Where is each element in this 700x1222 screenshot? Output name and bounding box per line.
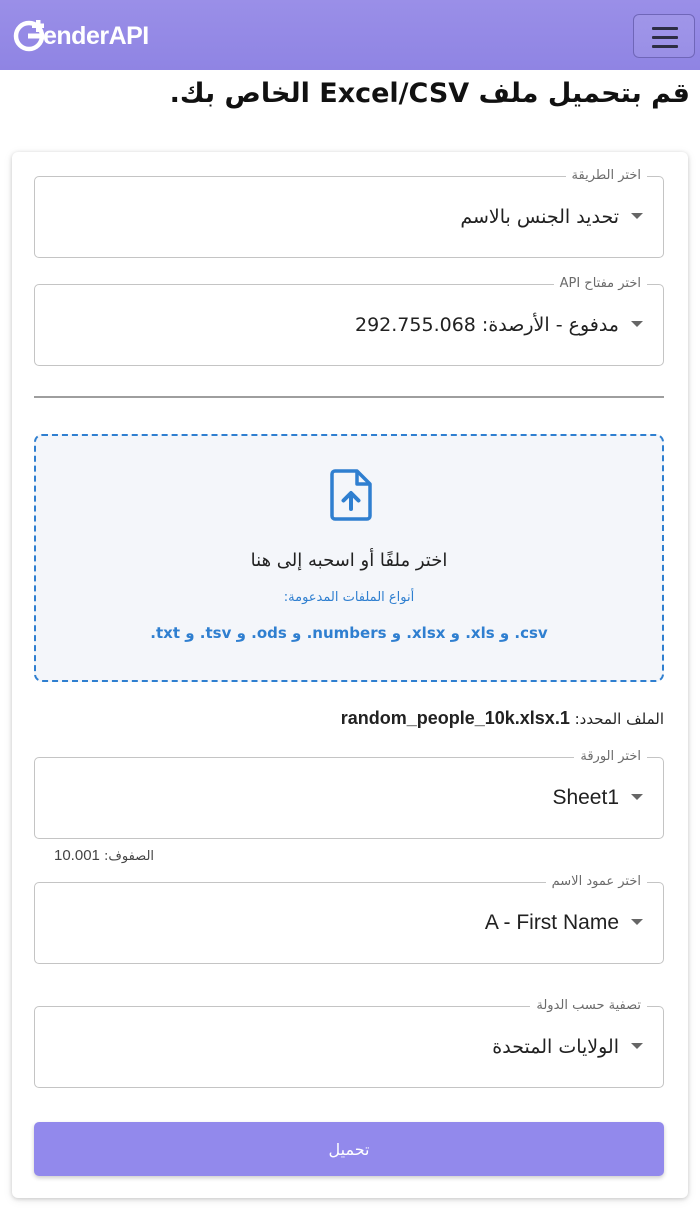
method-select-value: تحديد الجنس بالاسم bbox=[460, 206, 619, 228]
country-filter-select-value: الولايات المتحدة bbox=[492, 1036, 619, 1058]
logo-text: enderAPI bbox=[43, 21, 149, 50]
name-column-select-value: A - First Name bbox=[484, 911, 619, 934]
chevron-down-icon bbox=[631, 321, 643, 327]
upload-submit-button[interactable]: تحميل bbox=[34, 1122, 664, 1176]
name-column-select-label: اختر عمود الاسم bbox=[546, 874, 647, 890]
name-column-select[interactable] bbox=[34, 874, 664, 964]
navbar bbox=[0, 0, 700, 70]
page-title: قم بتحميل ملف Excel/CSV الخاص بك. bbox=[169, 78, 690, 109]
api-key-select[interactable] bbox=[34, 276, 664, 366]
selected-file-label: الملف المحدد: bbox=[574, 710, 664, 728]
chevron-down-icon bbox=[631, 1043, 643, 1049]
hamburger-icon bbox=[652, 27, 678, 30]
menu-toggle-button[interactable] bbox=[633, 14, 695, 58]
chevron-down-icon bbox=[631, 794, 643, 800]
method-select[interactable] bbox=[34, 168, 664, 258]
country-filter-select-label: تصفية حسب الدولة bbox=[530, 998, 647, 1014]
file-upload-icon bbox=[330, 469, 374, 521]
file-dropzone[interactable] bbox=[34, 434, 664, 682]
country-filter-select[interactable] bbox=[34, 998, 664, 1088]
api-key-select-value: مدفوع - الأرصدة: 292.755.068 bbox=[355, 314, 619, 336]
dropzone-title: اختر ملفًا أو اسحبه إلى هنا bbox=[250, 550, 448, 571]
method-select-label: اختر الطريقة bbox=[566, 168, 647, 184]
rows-count bbox=[54, 847, 154, 864]
selected-file bbox=[341, 708, 664, 729]
sheet-select-value: Sheet1 bbox=[552, 786, 619, 809]
divider bbox=[34, 396, 664, 398]
upload-form-card bbox=[12, 152, 688, 1198]
dropzone-subtitle: أنواع الملفات المدعومة: bbox=[283, 590, 415, 605]
sheet-select-label: اختر الورقة bbox=[574, 749, 647, 765]
genderapi-logo-icon bbox=[12, 19, 46, 53]
api-key-select-label: اختر مفتاح API bbox=[554, 276, 647, 292]
chevron-down-icon bbox=[631, 213, 643, 219]
logo[interactable] bbox=[12, 18, 149, 54]
rows-count-label: الصفوف: bbox=[104, 849, 155, 864]
sheet-select[interactable] bbox=[34, 749, 664, 839]
rows-count-value: 10.001 bbox=[54, 847, 100, 864]
chevron-down-icon bbox=[631, 919, 643, 925]
selected-file-name: random_people_10k.xlsx.1 bbox=[340, 708, 570, 728]
supported-file-types: csv. و xls. و xlsx. و numbers. و ods. و tsv. و txt. bbox=[150, 624, 548, 642]
